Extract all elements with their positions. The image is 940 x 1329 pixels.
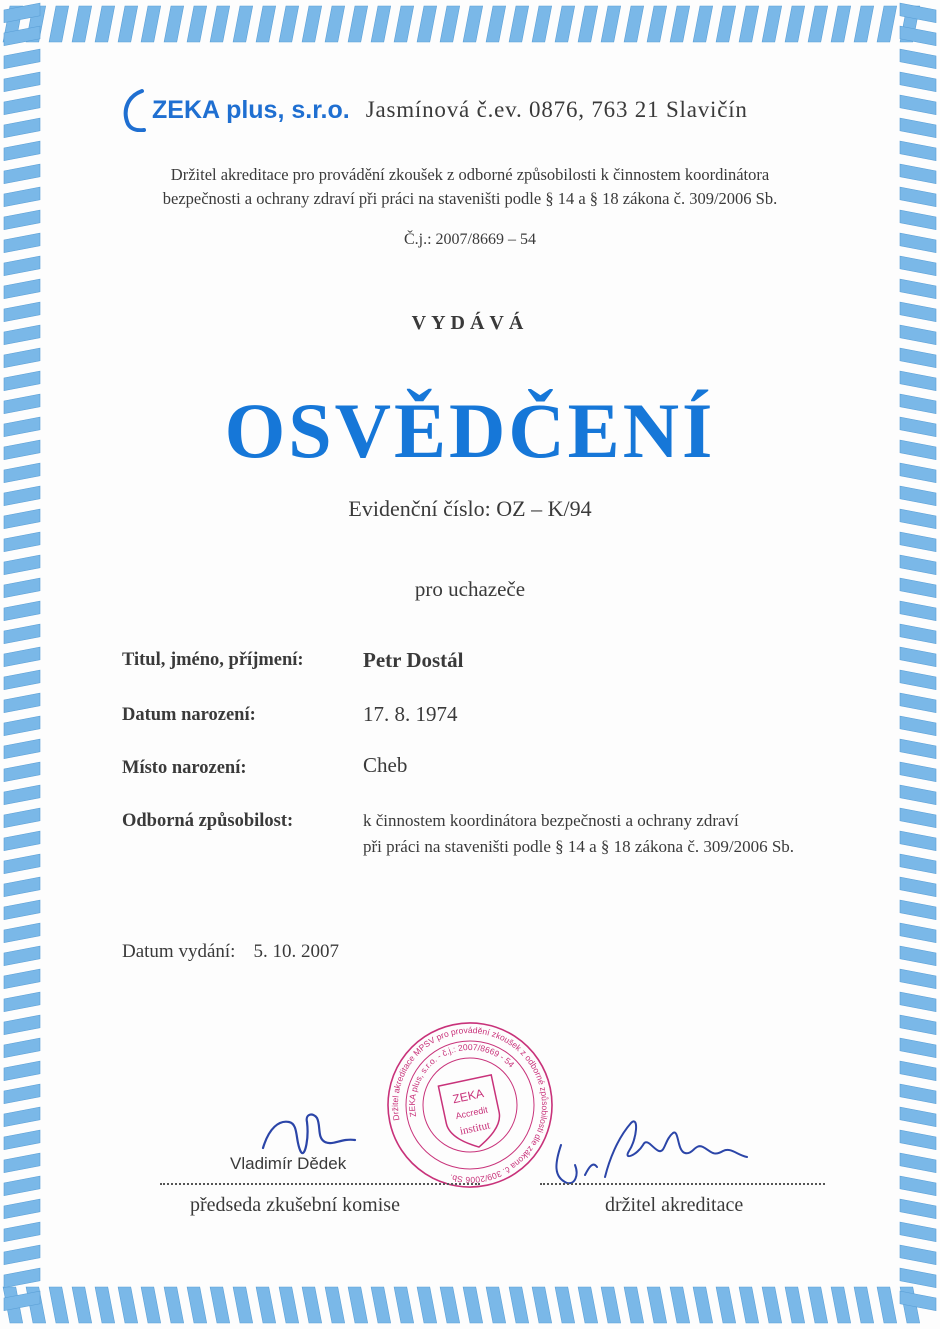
border-segment: [900, 785, 936, 805]
border-segment: [210, 1287, 230, 1323]
border-segment: [854, 6, 874, 42]
border-segment: [900, 95, 936, 115]
border-segment: [4, 716, 40, 736]
border-segment: [900, 624, 936, 644]
border-segment: [900, 923, 936, 943]
border-segment: [256, 6, 276, 42]
border-segment: [900, 256, 936, 276]
border-segment: [900, 1268, 936, 1288]
name-value: Petr Dostál: [363, 648, 464, 672]
border-segment: [302, 1287, 322, 1323]
border-segment: [4, 210, 40, 230]
right-signature-line: [540, 1183, 825, 1185]
border-segment: [900, 26, 936, 46]
border-segment: [4, 831, 40, 851]
border-segment: [4, 877, 40, 897]
border-segment: [118, 6, 138, 42]
issue-date-value: 5. 10. 2007: [253, 941, 339, 962]
border-segment: [900, 210, 936, 230]
border-segment: [785, 1287, 805, 1323]
border-segment: [164, 6, 184, 42]
border-segment: [4, 785, 40, 805]
border-segment: [900, 670, 936, 690]
border-segment: [394, 6, 414, 42]
border-segment: [325, 6, 345, 42]
border-segment: [371, 6, 391, 42]
border-segment: [624, 1287, 644, 1323]
border-segment: [118, 1287, 138, 1323]
border-segment: [854, 1287, 874, 1323]
border-segment: [4, 555, 40, 575]
issue-date: [122, 941, 339, 963]
border-segment: [900, 118, 936, 138]
border-segment: [4, 49, 40, 69]
border-segment: [877, 1287, 897, 1323]
border-segment: [900, 1107, 936, 1127]
border-segment: [141, 1287, 161, 1323]
border-segment: [348, 1287, 368, 1323]
border-segment: [900, 946, 936, 966]
border-segment: [900, 693, 936, 713]
border-segment: [762, 1287, 782, 1323]
border-segment: [4, 1061, 40, 1081]
border-segment: [900, 969, 936, 989]
border-segment: [900, 601, 936, 621]
border-segment: [233, 1287, 253, 1323]
border-segment: [4, 647, 40, 667]
right-signature: [545, 1105, 760, 1195]
border-segment: [4, 624, 40, 644]
border-segment: [463, 1287, 483, 1323]
border-segment: [4, 946, 40, 966]
border-segment: [440, 6, 460, 42]
border-segment: [95, 6, 115, 42]
border-segment: [900, 900, 936, 920]
left-signature-line: [160, 1183, 480, 1185]
border-segment: [831, 6, 851, 42]
border-segment: [141, 6, 161, 42]
border-segment: [509, 6, 529, 42]
border-segment: [900, 1176, 936, 1196]
border-segment: [578, 6, 598, 42]
border-segment: [900, 49, 936, 69]
border-segment: [4, 1153, 40, 1173]
border-segment: [4, 1222, 40, 1242]
border-segment: [72, 6, 92, 42]
birth-place-label: Místo narození:: [122, 758, 247, 778]
birth-place-value: Cheb: [363, 753, 408, 777]
border-segment: [210, 6, 230, 42]
border-segment: [900, 739, 936, 759]
border-segment: [4, 1038, 40, 1058]
right-signatory-role: držitel akreditace: [605, 1194, 744, 1216]
accreditation-text: [0, 163, 940, 211]
border-segment: [4, 72, 40, 92]
border-segment: [417, 6, 437, 42]
border-segment: [808, 1287, 828, 1323]
border-segment: [900, 141, 936, 161]
border-segment: [647, 1287, 667, 1323]
for-candidate: pro uchazeče: [414, 577, 526, 601]
border-segment: [4, 992, 40, 1012]
border-segment: [624, 6, 644, 42]
border-segment: [256, 1287, 276, 1323]
border-segment: [900, 1130, 936, 1150]
border-segment: [440, 1287, 460, 1323]
border-segment: [900, 279, 936, 299]
border-segment: [877, 6, 897, 42]
border-segment: [417, 1287, 437, 1323]
border-segment: [4, 670, 40, 690]
border-segment: [4, 1199, 40, 1219]
company-address: Jasmínová č.ev. 0876, 763 21 Slavičín: [365, 97, 748, 122]
border-segment: [4, 693, 40, 713]
border-segment: [601, 6, 621, 42]
border-segment: [4, 969, 40, 989]
border-segment: [4, 95, 40, 115]
border-segment: [555, 6, 575, 42]
border-segment: [900, 1038, 936, 1058]
name-label: Titul, jméno, příjmení:: [122, 650, 304, 670]
border-segment: [4, 923, 40, 943]
border-segment: [4, 739, 40, 759]
border-segment: [164, 1287, 184, 1323]
border-segment: [4, 348, 40, 368]
border-segment: [463, 6, 483, 42]
border-segment: [900, 1222, 936, 1242]
border-segment: [4, 808, 40, 828]
border-segment: [831, 1287, 851, 1323]
border-segment: [808, 6, 828, 42]
border-segment: [4, 1084, 40, 1104]
border-segment: [900, 647, 936, 667]
stamp-shield-line-1: ZEKA: [451, 1086, 485, 1107]
border-segment: [693, 1287, 713, 1323]
birth-date-value: 17. 8. 1974: [363, 702, 458, 726]
border-segment: [4, 1107, 40, 1127]
border-segment: [279, 6, 299, 42]
border-segment: [900, 1061, 936, 1081]
border-segment: [4, 762, 40, 782]
border-segment: [233, 6, 253, 42]
border-segment: [900, 762, 936, 782]
border-segment: [900, 992, 936, 1012]
accreditation-line-1: Držitel akreditace pro provádění zkoušek z odborné způsobilosti k činnostem koordinátora: [170, 165, 770, 184]
stamp-shield-line-3: institut: [458, 1119, 492, 1138]
border-segment: [578, 1287, 598, 1323]
border-segment: [4, 1245, 40, 1265]
left-signatory-role: předseda zkušební komise: [190, 1194, 400, 1216]
border-segment: [49, 1287, 69, 1323]
border-segment: [716, 6, 736, 42]
border-segment: [4, 256, 40, 276]
border-segment: [900, 1153, 936, 1173]
border-segment: [4, 854, 40, 874]
border-segment: [670, 1287, 690, 1323]
border-segment: [647, 6, 667, 42]
border-segment: [670, 6, 690, 42]
border-segment: [4, 1015, 40, 1035]
border-segment: [900, 831, 936, 851]
border-segment: [348, 6, 368, 42]
border-segment: [601, 1287, 621, 1323]
border-segment: [785, 6, 805, 42]
border-segment: [555, 1287, 575, 1323]
competence-line-1: k činnostem koordinátora bezpečnosti a ochrany zdraví: [363, 811, 739, 830]
border-segment: [900, 555, 936, 575]
border-segment: [900, 348, 936, 368]
border-segment: [4, 1130, 40, 1150]
border-segment: [4, 1176, 40, 1196]
border-segment: [187, 6, 207, 42]
border-segment: [4, 118, 40, 138]
border-segment: [900, 854, 936, 874]
left-signatory-name: Vladimír Dědek: [230, 1154, 347, 1173]
border-segment: [49, 6, 69, 42]
certificate-title: OSVĚDČENÍ: [224, 387, 716, 474]
border-segment: [4, 141, 40, 161]
border-segment: [900, 716, 936, 736]
company-name: ZEKA plus, s.r.o.: [152, 95, 350, 124]
border-segment: [739, 6, 759, 42]
evidence-number: Evidenční číslo: OZ – K/94: [348, 496, 592, 521]
stamp-inner-text: ZEKA plus, s.r.o. - č.j.: 2007/8669 - 54: [406, 1041, 517, 1118]
border-segment: [900, 1084, 936, 1104]
border-segment: [900, 1015, 936, 1035]
border-segment: [279, 1287, 299, 1323]
stamp-ring-text: Držitel akreditace MPSV pro provádění zkoušek z odborné způsobilosti dle zákona č. 309/2006 Sb.: [389, 1024, 551, 1186]
official-stamp: [385, 1020, 555, 1190]
border-segment: [302, 6, 322, 42]
border-segment: [325, 1287, 345, 1323]
birth-date-label: Datum narození:: [122, 705, 256, 725]
border-segment: [509, 1287, 529, 1323]
border-segment: [4, 601, 40, 621]
border-segment: [394, 1287, 414, 1323]
border-segment: [4, 1268, 40, 1288]
border-segment: [762, 6, 782, 42]
accreditation-line-2: bezpečnosti a ochrany zdraví při práci na staveništi podle § 14 a § 18 zákona č. 309/2006 Sb.: [162, 189, 778, 208]
issues-heading: VYDÁVÁ: [411, 312, 529, 334]
stamp-shield-line-2: Accredit: [454, 1104, 489, 1122]
border-segment: [187, 1287, 207, 1323]
border-segment: [739, 1287, 759, 1323]
border-segment: [371, 1287, 391, 1323]
reference-number: Č.j.: 2007/8669 – 54: [403, 231, 536, 248]
border-segment: [900, 1245, 936, 1265]
border-segment: [900, 1199, 936, 1219]
border-segment: [95, 1287, 115, 1323]
competence-line-2: při práci na staveništi podle § 14 a § 18 zákona č. 309/2006 Sb.: [363, 837, 795, 856]
border-segment: [532, 6, 552, 42]
competence-label: Odborná způsobilost:: [122, 811, 294, 831]
border-segment: [72, 1287, 92, 1323]
border-segment: [486, 6, 506, 42]
border-segment: [4, 900, 40, 920]
competence-value: [363, 808, 794, 860]
border-segment: [693, 6, 713, 42]
border-segment: [532, 1287, 552, 1323]
border-segment: [716, 1287, 736, 1323]
border-segment: [486, 1287, 506, 1323]
border-segment: [900, 72, 936, 92]
border-segment: [4, 279, 40, 299]
border-segment: [900, 808, 936, 828]
header: [120, 88, 748, 132]
border-segment: [900, 532, 936, 552]
border-segment: [4, 532, 40, 552]
logo-arc-icon: [120, 88, 148, 132]
border-segment: [900, 877, 936, 897]
issue-date-label: Datum vydání:: [122, 941, 236, 962]
